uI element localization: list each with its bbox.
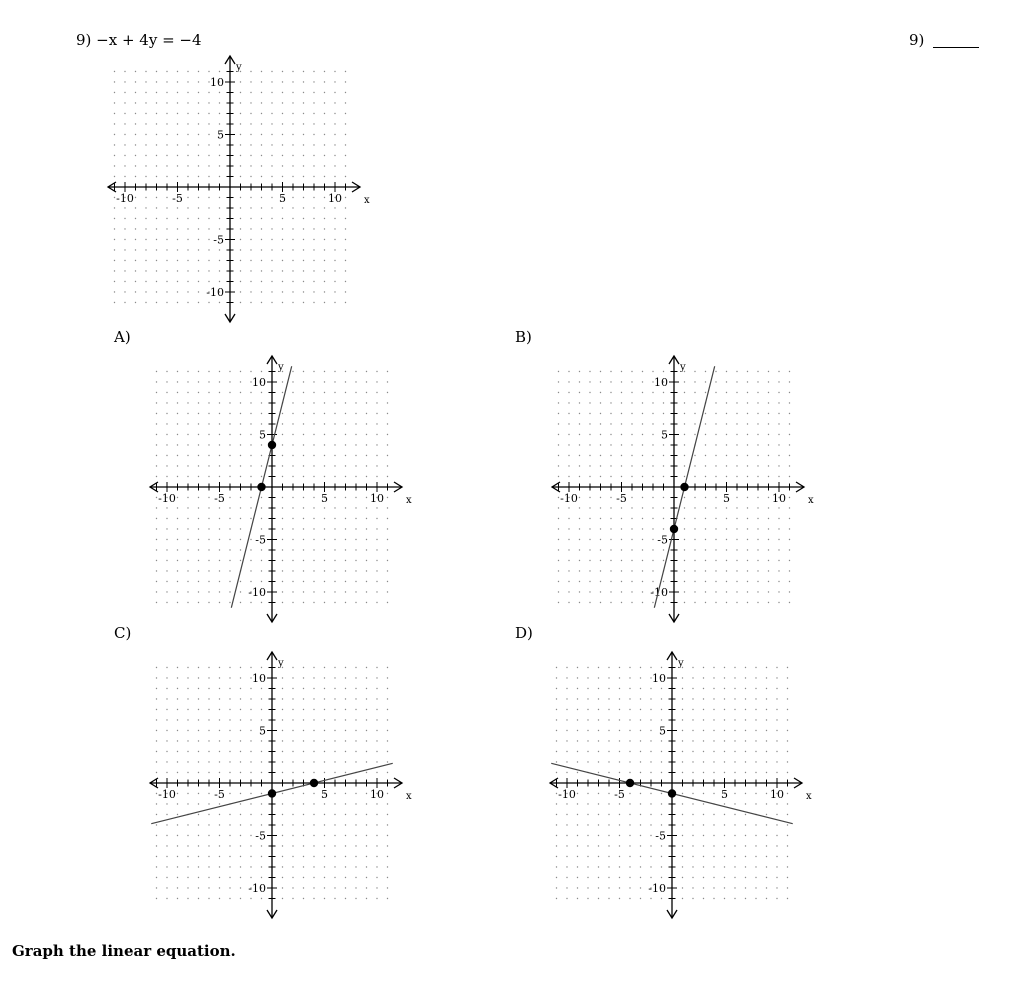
y-tick-label: -5 (255, 829, 266, 843)
instruction-text: Graph the linear equation. (12, 942, 236, 960)
plotted-point (680, 483, 688, 491)
y-tick-label: 5 (217, 128, 224, 142)
x-tick-label: 10 (772, 492, 786, 505)
y-tick-label: -5 (255, 533, 266, 547)
plotted-point (310, 779, 318, 787)
x-tick-label: -10 (116, 192, 134, 205)
plotted-point (257, 483, 265, 491)
x-tick-label: -10 (558, 788, 576, 801)
x-tick-label: 5 (279, 192, 286, 205)
plotted-point (268, 441, 276, 449)
option-a-graph[interactable] (136, 350, 412, 625)
y-tick-label: 10 (654, 376, 668, 389)
option-d-graph[interactable] (536, 646, 812, 921)
plotted-point (268, 789, 276, 797)
y-axis-label: y (278, 658, 284, 669)
x-tick-label: -5 (172, 192, 183, 205)
x-tick-label: 10 (370, 492, 384, 505)
x-axis-label: x (364, 195, 370, 206)
option-c-graph[interactable] (136, 646, 412, 921)
y-tick-label: 10 (652, 672, 666, 685)
x-axis-label: x (406, 495, 412, 506)
y-tick-label: 5 (259, 724, 266, 738)
x-tick-label: 5 (321, 788, 328, 801)
question-graph (94, 50, 370, 325)
x-tick-label: -10 (158, 788, 176, 801)
y-tick-label: -5 (213, 233, 224, 247)
y-axis-label: y (678, 658, 684, 669)
option-d-label[interactable]: D) (515, 624, 533, 642)
y-tick-label: 5 (661, 428, 668, 442)
answer-blank-line[interactable] (933, 47, 979, 48)
answer-number: 9) (909, 31, 925, 49)
y-tick-label: -10 (206, 286, 224, 299)
y-tick-label: 10 (252, 376, 266, 389)
y-tick-label: -5 (657, 533, 668, 547)
y-tick-label: 10 (252, 672, 266, 685)
y-tick-label: -5 (655, 829, 666, 843)
y-tick-label: -10 (248, 586, 266, 599)
plotted-point (670, 525, 678, 533)
y-tick-label: -10 (650, 586, 668, 599)
x-tick-label: -5 (214, 492, 225, 505)
plotted-point (668, 789, 676, 797)
x-tick-label: 5 (721, 788, 728, 801)
x-axis-label: x (806, 791, 812, 802)
x-tick-label: -10 (158, 492, 176, 505)
x-axis-label: x (406, 791, 412, 802)
y-tick-label: 5 (259, 428, 266, 442)
x-tick-label: -10 (560, 492, 578, 505)
x-tick-label: 10 (370, 788, 384, 801)
y-tick-label: -10 (648, 882, 666, 895)
y-tick-label: 5 (659, 724, 666, 738)
x-tick-label: 5 (321, 492, 328, 505)
y-axis-label: y (680, 362, 686, 373)
question-equation: 9) −x + 4y = −4 (76, 31, 202, 49)
x-tick-label: 10 (328, 192, 342, 205)
option-b-label[interactable]: B) (515, 328, 532, 346)
y-tick-label: 10 (210, 76, 224, 89)
plotted-point (626, 779, 634, 787)
option-b-graph[interactable] (538, 350, 814, 625)
x-tick-label: -5 (614, 788, 625, 801)
option-c-label[interactable]: C) (114, 624, 132, 642)
x-tick-label: 5 (723, 492, 730, 505)
x-tick-label: -5 (214, 788, 225, 801)
y-axis-label: y (278, 362, 284, 373)
x-axis-label: x (808, 495, 814, 506)
y-tick-label: -10 (248, 882, 266, 895)
y-axis-label: y (236, 62, 242, 73)
x-tick-label: -5 (616, 492, 627, 505)
option-a-label[interactable]: A) (114, 328, 131, 346)
x-tick-label: 10 (770, 788, 784, 801)
